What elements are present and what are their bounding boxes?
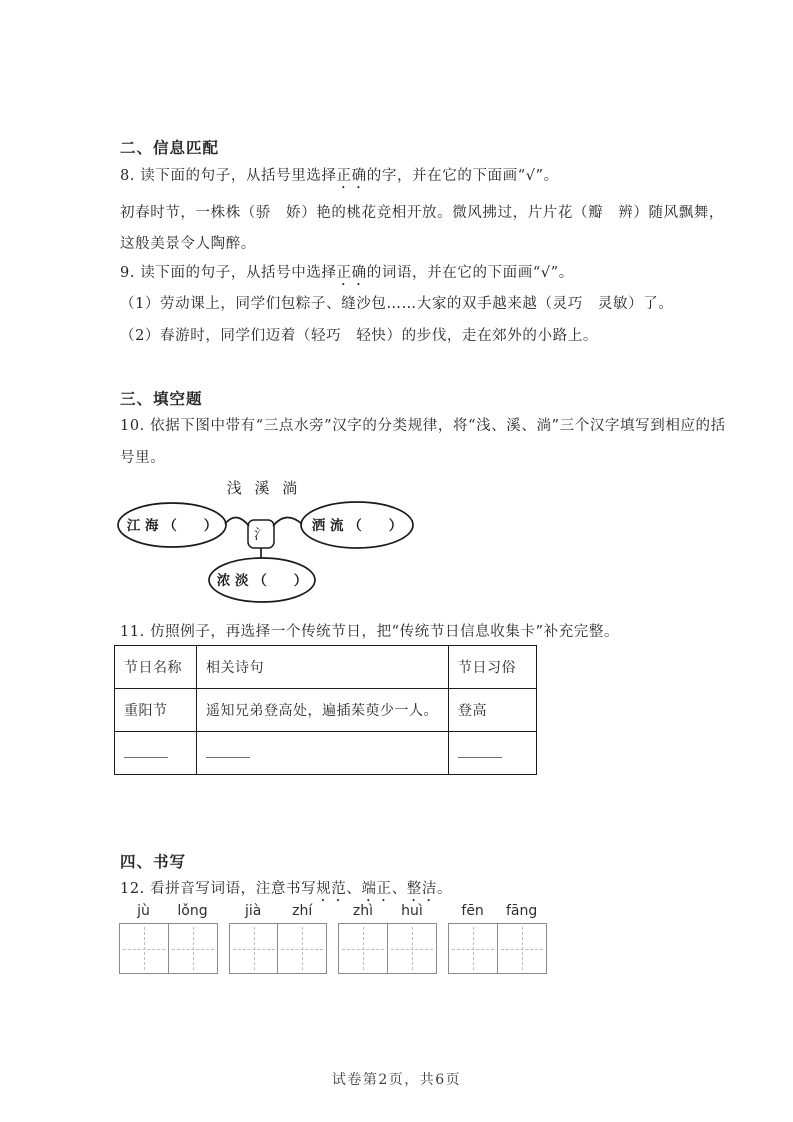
cell-related-verse: 遥知兄弟登高处，遍插茱萸少一人。 [197,689,449,732]
blank-line [458,756,502,758]
q11-prompt: 11. 仿照例子，再选择一个传统节日，把“传统节日信息收集卡”补充完整。 [120,624,620,640]
pinyin-row [229,903,328,923]
q8-prompt-emphasis: 正确 [336,168,367,184]
pinyin-writing-area [119,903,547,974]
q9-prompt-pre: 9. 读下面的句子，从括号中选择 [120,265,337,281]
pinyin-row [338,903,437,923]
page-footer: 试卷第2页，共6页 [331,1072,462,1088]
pinyin-row [448,903,547,923]
left-connector [225,517,249,526]
tianzige-cell[interactable] [387,923,437,974]
q10-prompt-line2: 号里。 [120,450,166,466]
tianzige-cell[interactable] [168,923,218,974]
q9-prompt-emphasis: 正确 [336,265,367,281]
tianzige-cell[interactable] [229,923,279,974]
q8-sentence-line2: 这般美景令人陶醉。 [120,236,256,252]
tianzige-cell[interactable] [497,923,547,974]
bottom-ellipse-label: 浓 淡 （ ） [216,573,308,589]
q8-sentence-line1: 初春时节，一株株（骄 娇）艳的桃花竞相开放。微风拂过，片片花（瓣 辨）随风飘舞， [120,205,724,221]
word-group-1 [119,903,218,974]
grid-cells [119,923,218,974]
header-festival-name: 节日名称 [115,646,197,689]
q8-prompt-post: 的字，并在它的下面画“√”。 [366,168,559,184]
pinyin-label: jià [245,903,262,919]
word-group-4 [448,903,547,974]
q9-prompt-post: 的词语，并在它的下面画“√”。 [366,265,574,281]
table-example-row [115,689,537,732]
water-radical-diagram [114,474,418,614]
section-4-title: 四、书写 [120,852,187,871]
diagram-svg [114,474,418,610]
right-connector [273,517,302,526]
answer-cell-festival-name[interactable] [115,732,197,775]
grid-cells [448,923,547,974]
word-group-2 [229,903,328,974]
header-related-verse: 相关诗句 [197,646,449,689]
right-ellipse-label: 洒 流 （ ） [311,518,403,534]
pinyin-label: huì [401,903,423,919]
section-2-title: 二、信息匹配 [120,138,220,157]
grid-cells [229,923,328,974]
pinyin-label: fēn [461,903,484,919]
word-group-3 [338,903,437,974]
q12-prompt [120,877,452,905]
header-festival-custom: 节日习俗 [449,646,537,689]
diagram-top-label: 浅 溪 淌 [226,479,302,497]
blank-line [124,756,168,758]
pinyin-label: fāng [505,903,538,919]
table-header-row [115,646,537,689]
tianzige-cell[interactable] [119,923,169,974]
q8-prompt-pre: 8. 读下面的句子，从括号里选择 [120,168,337,184]
q12-emphasis-1: 规范 [316,881,347,897]
grid-cells [338,923,437,974]
pinyin-row [119,903,218,923]
q12-prompt-end: 。 [437,881,453,897]
cell-festival-name: 重阳节 [115,689,197,732]
festival-info-table [114,645,537,775]
tianzige-cell[interactable] [338,923,388,974]
pinyin-label: zhì [352,903,373,919]
tianzige-cell[interactable] [277,923,327,974]
section-3-title: 三、填空题 [120,389,203,408]
q10-prompt-line1: 10. 依据下图中带有“三点水旁”汉字的分类规律，将“浅、溪、淌”三个汉字填写到相应的括 [120,418,726,434]
q9-prompt [120,261,574,289]
q9-item-1: （1）劳动课上，同学们包粽子、缝沙包……大家的双手越来越（灵巧 灵敏）了。 [120,296,674,312]
table-answer-row [115,732,537,775]
center-radical-glyph: 氵 [254,527,268,543]
pinyin-label: jù [137,903,150,919]
cell-festival-custom: 登高 [449,689,537,732]
pinyin-label: zhí [292,903,313,919]
q12-emphasis-2: 端正 [361,881,392,897]
q12-prompt-pre: 12. 看拼音写词语，注意书写 [120,881,317,897]
blank-line [206,756,250,758]
q12-separator-2: 、 [391,881,407,897]
answer-cell-festival-custom[interactable] [449,732,537,775]
q12-separator-1: 、 [346,881,362,897]
left-ellipse-label: 江 海 （ ） [126,518,218,534]
tianzige-cell[interactable] [448,923,498,974]
q8-prompt [120,164,559,192]
pinyin-label: lǒng [177,903,208,919]
q12-emphasis-3: 整洁 [406,881,437,897]
q9-item-2: （2）春游时，同学们迈着（轻巧 轻快）的步伐，走在郊外的小路上。 [120,328,598,344]
answer-cell-related-verse[interactable] [197,732,449,775]
